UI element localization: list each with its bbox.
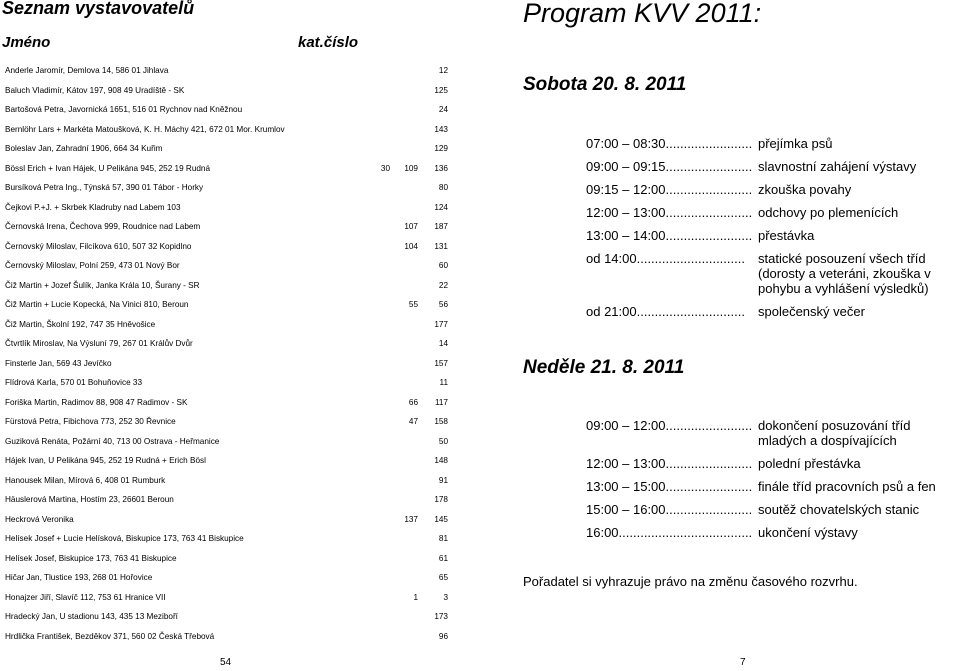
catalog-numbers xyxy=(372,454,448,468)
catalog-numbers xyxy=(372,630,448,644)
schedule-sunday xyxy=(586,418,946,540)
exhibitor-name: Bartošová Petra, Javornická 1651, 516 01 Rychnov nad Kněžnou xyxy=(5,105,243,114)
catalog-numbers xyxy=(372,123,448,137)
schedule-item xyxy=(586,502,946,517)
catalog-number: 11 xyxy=(439,378,448,387)
exhibitor-row xyxy=(0,630,470,650)
program-title: Program KVV 2011: xyxy=(523,0,762,28)
exhibitor-name: Helísek Josef, Biskupice 173, 763 41 Biskupice xyxy=(5,553,177,563)
exhibitor-list xyxy=(0,64,470,649)
schedule-time: 13:00 – 14:00........................ xyxy=(586,228,753,243)
exhibitor-row xyxy=(0,357,470,377)
exhibitor-name: Hájek Ivan, U Pelikána 945, 252 19 Rudná + Erich Bösl xyxy=(5,456,206,465)
schedule-time: 09:00 – 09:15........................ xyxy=(586,159,753,174)
catalog-number: 131 xyxy=(434,241,448,251)
catalog-number: 137 xyxy=(404,514,418,524)
schedule-item xyxy=(586,418,946,448)
exhibitor-row xyxy=(0,474,470,494)
exhibitor-row xyxy=(0,181,470,201)
catalog-numbers xyxy=(372,493,448,507)
exhibitor-row xyxy=(0,591,470,611)
schedule-time: 16:00..................................... xyxy=(586,525,753,540)
catalog-numbers xyxy=(372,220,448,234)
catalog-number: 143 xyxy=(434,124,448,134)
catalog-numbers xyxy=(372,610,448,624)
exhibitor-name: Honajzer Jiří, Slavíč 112, 753 61 Hranice VII xyxy=(5,592,166,602)
catalog-numbers xyxy=(372,240,448,254)
catalog-numbers xyxy=(372,435,448,449)
schedule-saturday xyxy=(586,136,946,319)
catalog-number: 1 xyxy=(413,592,418,602)
exhibitor-name: Čtvrtlík Miroslav, Na Výsluní 79, 267 01 Králův Dvůr xyxy=(5,339,193,348)
catalog-number: 173 xyxy=(434,612,448,621)
catalog-number: 47 xyxy=(408,417,418,426)
catalog-numbers xyxy=(372,532,448,546)
exhibitor-row xyxy=(0,84,470,104)
exhibitor-row xyxy=(0,240,470,260)
exhibitor-name: Bernlöhr Lars + Markéta Matoušková, K. H. Máchy 421, 672 01 Mor. Krumlov xyxy=(5,124,285,134)
exhibitor-row xyxy=(0,532,470,552)
exhibitor-name: Hičar Jan, Tlustice 193, 268 01 Hořovice xyxy=(5,573,153,582)
catalog-number: 24 xyxy=(438,105,448,114)
schedule-item xyxy=(586,159,946,174)
catalog-number: 177 xyxy=(434,319,448,329)
catalog-number: 80 xyxy=(438,183,448,192)
exhibitor-name: Hradecký Jan, U stadionu 143, 435 13 Meziboří xyxy=(5,612,178,621)
catalog-number: 104 xyxy=(404,241,418,251)
catalog-number: 61 xyxy=(438,553,448,563)
catalog-number: 145 xyxy=(434,514,448,524)
catalog-number: 109 xyxy=(404,163,418,173)
catalog-number: 125 xyxy=(434,85,448,95)
schedule-activity: slavnostní zahájení výstavy xyxy=(758,159,917,174)
exhibitor-name: Boleslav Jan, Zahradní 1906, 664 34 Kuřim xyxy=(5,144,163,153)
exhibitor-name: Häuslerová Martina, Hostím 23, 26601 Beroun xyxy=(5,495,174,504)
schedule-item xyxy=(586,205,946,220)
catalog-number: 136 xyxy=(434,163,448,173)
exhibitor-row xyxy=(0,318,470,338)
catalog-numbers xyxy=(372,571,448,585)
page-number-left: 54 xyxy=(220,657,232,668)
catalog-numbers xyxy=(372,201,448,215)
schedule-activity: statické posouzení všech tříd (dorosty a veteráni, zkouška v pohybu a vyhlášení výsledků) xyxy=(758,251,931,296)
exhibitor-name: Flídrová Karla, 570 01 Bohuňovice 33 xyxy=(5,378,143,387)
right-page xyxy=(480,0,960,671)
schedule-item xyxy=(586,525,946,540)
schedule-item xyxy=(586,251,946,296)
catalog-number: 117 xyxy=(434,397,448,407)
schedule-activity: přestávka xyxy=(758,228,815,243)
exhibitor-list-title: Seznam vystavovatelů xyxy=(2,0,195,18)
schedule-activity: odchovy po plemenících xyxy=(758,205,899,220)
catalog-number: 3 xyxy=(443,592,448,602)
exhibitor-row xyxy=(0,298,470,318)
catalog-number: 187 xyxy=(434,222,448,231)
exhibitor-row xyxy=(0,337,470,357)
schedule-time: 07:00 – 08:30........................ xyxy=(586,136,753,151)
catalog-numbers xyxy=(372,552,448,566)
schedule-time: od 14:00.............................. xyxy=(586,251,745,266)
exhibitor-row xyxy=(0,396,470,416)
page-number-right: 7 xyxy=(740,657,746,668)
catalog-number: 56 xyxy=(438,300,448,309)
schedule-activity: polední přestávka xyxy=(758,456,861,471)
catalog-number: 66 xyxy=(408,397,418,407)
exhibitor-name: Finsterle Jan, 569 43 Jevíčko xyxy=(5,358,112,368)
column-header-catalog-number: kat.číslo xyxy=(298,34,359,51)
exhibitor-row xyxy=(0,415,470,435)
schedule-time: 12:00 – 13:00........................ xyxy=(586,205,753,220)
catalog-numbers xyxy=(372,142,448,156)
catalog-numbers xyxy=(372,103,448,117)
exhibitor-name: Anderle Jaromír, Demlova 14, 586 01 Jihlava xyxy=(5,66,169,75)
schedule-activity: zkouška povahy xyxy=(758,182,852,197)
schedule-time: 12:00 – 13:00........................ xyxy=(586,456,753,471)
schedule-activity: společenský večer xyxy=(758,304,865,319)
schedule-time: 15:00 – 16:00........................ xyxy=(586,502,753,517)
catalog-numbers xyxy=(372,474,448,488)
catalog-number: 178 xyxy=(434,495,448,504)
schedule-item xyxy=(586,136,946,151)
exhibitor-row xyxy=(0,552,470,572)
exhibitor-row xyxy=(0,610,470,630)
catalog-number: 50 xyxy=(438,436,448,446)
catalog-number: 157 xyxy=(434,358,448,368)
catalog-numbers xyxy=(372,357,448,371)
catalog-numbers xyxy=(372,376,448,390)
exhibitor-row xyxy=(0,123,470,143)
schedule-activity: finále tříd pracovních psů a fen xyxy=(758,479,936,494)
catalog-numbers xyxy=(372,337,448,351)
schedule-time: 09:15 – 12:00........................ xyxy=(586,182,753,197)
exhibitor-name: Černovská Irena, Čechova 999, Roudnice nad Labem xyxy=(5,222,201,231)
exhibitor-name: Černovský Miloslav, Polní 259, 473 01 Nový Bor xyxy=(5,261,180,270)
schedule-time: 09:00 – 12:00........................ xyxy=(586,418,753,433)
exhibitor-name: Čiž Martin + Lucie Kopecká, Na Vinici 810, Beroun xyxy=(5,300,189,309)
exhibitor-row xyxy=(0,513,470,533)
catalog-numbers xyxy=(372,259,448,273)
exhibitor-row xyxy=(0,376,470,396)
catalog-number: 107 xyxy=(404,222,418,231)
catalog-number: 55 xyxy=(408,300,418,309)
catalog-numbers xyxy=(372,318,448,332)
schedule-time: 13:00 – 15:00........................ xyxy=(586,479,753,494)
exhibitor-name: Heckrová Veronika xyxy=(5,514,74,524)
catalog-number: 158 xyxy=(434,417,448,426)
schedule-activity: soutěž chovatelských stanic xyxy=(758,502,920,517)
exhibitor-row xyxy=(0,571,470,591)
exhibitor-name: Černovský Miloslav, Filcíkova 610, 507 32 Kopidlno xyxy=(5,241,192,251)
catalog-number: 22 xyxy=(438,280,448,290)
catalog-number: 91 xyxy=(438,475,448,485)
exhibitor-row xyxy=(0,162,470,182)
exhibitor-name: Čiž Martin, Školní 192, 747 35 Hněvošice xyxy=(5,319,156,329)
catalog-numbers xyxy=(372,513,448,527)
schedule-item xyxy=(586,182,946,197)
catalog-numbers xyxy=(372,415,448,429)
schedule-item xyxy=(586,456,946,471)
catalog-number: 81 xyxy=(438,534,448,543)
schedule-disclaimer: Pořadatel si vyhrazuje právo na změnu časového rozvrhu. xyxy=(523,574,858,589)
schedule-activity: ukončení výstavy xyxy=(758,525,858,540)
exhibitor-name: Guziková Renáta, Požární 40, 713 00 Ostrava - Heřmanice xyxy=(5,436,220,446)
catalog-number: 12 xyxy=(438,66,448,75)
exhibitor-row xyxy=(0,64,470,84)
catalog-numbers xyxy=(372,64,448,78)
column-header-name: Jméno xyxy=(2,34,51,51)
schedule-activity: přejímka psů xyxy=(758,136,833,151)
catalog-number: 129 xyxy=(434,144,448,153)
catalog-numbers xyxy=(372,162,448,176)
schedule-item xyxy=(586,479,946,494)
exhibitor-name: Hanousek Milan, Mírová 6, 408 01 Rumburk xyxy=(5,475,166,485)
catalog-numbers xyxy=(372,591,448,605)
catalog-number: 65 xyxy=(438,573,448,582)
exhibitor-row xyxy=(0,220,470,240)
day-heading-saturday: Sobota 20. 8. 2011 xyxy=(523,74,687,95)
exhibitor-row xyxy=(0,454,470,474)
catalog-number: 14 xyxy=(438,339,448,348)
catalog-number: 30 xyxy=(380,163,390,173)
exhibitor-row xyxy=(0,493,470,513)
exhibitor-name: Hrdlička František, Bezděkov 371, 560 02 Česká Třebová xyxy=(5,631,215,641)
catalog-number: 96 xyxy=(438,631,448,641)
catalog-numbers xyxy=(372,279,448,293)
schedule-activity: dokončení posuzování tříd mladých a dospívajících xyxy=(758,418,911,448)
schedule-time: od 21:00.............................. xyxy=(586,304,745,319)
catalog-number: 60 xyxy=(438,261,448,270)
exhibitor-row xyxy=(0,259,470,279)
exhibitor-name: Bursíková Petra Ing., Týnská 57, 390 01 Tábor - Horky xyxy=(5,183,204,192)
exhibitor-name: Čejkovi P.+J. + Skrbek Kladruby nad Labem 103 xyxy=(5,202,181,212)
catalog-numbers xyxy=(372,298,448,312)
exhibitor-name: Fürstová Petra, Fibichova 773, 252 30 Řevnice xyxy=(5,417,176,426)
day-heading-sunday: Neděle 21. 8. 2011 xyxy=(523,357,685,378)
exhibitor-row xyxy=(0,279,470,299)
schedule-item xyxy=(586,228,946,243)
exhibitor-row xyxy=(0,201,470,221)
exhibitor-name: Bössl Erich + Ivan Hájek, U Pelikána 945, 252 19 Rudná xyxy=(5,163,211,173)
exhibitor-name: Baluch Vladimír, Kátov 197, 908 49 Uradíště - SK xyxy=(5,85,185,95)
exhibitor-name: Foriška Martin, Radimov 88, 908 47 Radimov - SK xyxy=(5,397,188,407)
exhibitor-row xyxy=(0,103,470,123)
exhibitor-name: Čiž Martin + Jozef Šulík, Janka Krála 10, Šurany - SR xyxy=(5,280,200,290)
schedule-item xyxy=(586,304,946,319)
exhibitor-row xyxy=(0,142,470,162)
exhibitor-row xyxy=(0,435,470,455)
exhibitor-name: Helísek Josef + Lucie Helísková, Biskupice 173, 763 41 Biskupice xyxy=(5,534,244,543)
catalog-number: 148 xyxy=(434,456,448,465)
catalog-number: 124 xyxy=(434,202,448,212)
catalog-numbers xyxy=(372,84,448,98)
catalog-numbers xyxy=(372,396,448,410)
catalog-numbers xyxy=(372,181,448,195)
